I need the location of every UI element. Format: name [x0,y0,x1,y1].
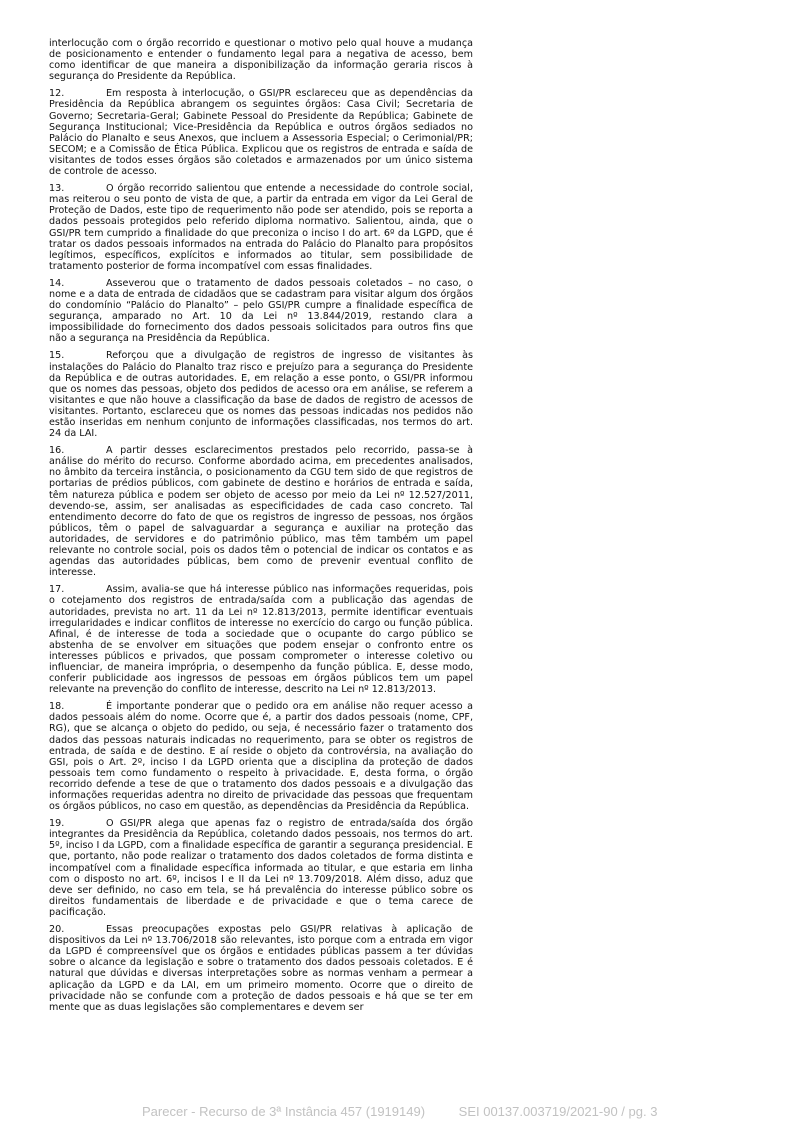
paragraph-number: 16. [49,445,65,457]
paragraph-13 [49,183,473,272]
paragraph-text: Reforçou que a divulgação de registros de ingresso de visitantes às instalações do Palácio do Planalto traz risco e prejuízo para a segurança do Presidente da República e de outras autoridades. E, em relação a esse ponto, o GSI/PR informou que os nomes das pessoas, objeto dos pedidos de acesso ora em análise, se referem a visitantes e que não houve a classificação da base de dados de registro de acessos de visitantes. Portanto, esclareceu que os nomes das pessoas indicadas nos pedidos não estão inseridas em nenhum conjunto de informações classificadas, nos termos do art. 24 da LAI. [49,350,473,440]
paragraph-number: 12. [49,88,65,100]
paragraph-text: A partir desses esclarecimentos prestados pelo recorrido, passa-se à análise do mérito do recurso. Conforme abordado acima, em precedentes analisados, no âmbito da terceira instância, o posicionamento da CGU tem sido de que registros de portarias de prédios públicos, com gabinete de destino e horários de entrada e saída, têm natureza pública e podem ser objeto de acesso por meio da Lei nº 12.527/2011, devendo-se, assim, ser analisadas as especificidades de cada caso concreto. Tal entendimento decorre do fato de que os registros de ingresso de pessoas, nos órgãos públicos, têm o papel de salvaguardar a segurança e auxiliar na proteção das autoridades, de servidores e do patrimônio público, mas têm também um papel relevante no controle social, pois os dados têm o potencial de indicar os contatos e as agendas das autoridades públicas, bem como de prevenir eventual conflito de interesse. [49,445,473,579]
paragraph-text: Em resposta à interlocução, o GSI/PR esclareceu que as dependências da Presidência da República abrangem os seguintes órgãos: Casa Civil; Secretaria de Governo; Secretaria-Geral; Gabinete Pessoal do Presidente da República; Gabinete de Segurança Institucional; Vice-Presidência da República e outros órgãos sediados no Palácio do Planalto e seus Anexos, que incluem a Assessoria Especial; o Cerimonial/PR; SECOM; e a Comissão de Ética Pública. Explicou que os registros de entrada e saída de visitantes de todos esses órgãos são coletados e armazenados por um único sistema de controle de acesso. [49,88,473,178]
paragraph-text: É importante ponderar que o pedido ora em análise não requer acesso a dados pessoais além do nome. Ocorre que é, a partir dos dados pessoais (nome, CPF, RG), que se alcança o objeto do pedido, ou seja, é necessário fazer o tratamento dos dados das pessoas naturais indicadas no requerimento, para se obter os registros de entrada, de saída e de destino. E aí reside o objeto da controvérsia, na avaliação do GSI, pois o Art. 2º, inciso I da LGPD orienta que a disciplina da proteção de dados pessoais tem como fundamento o respeito à privacidade. E, desta forma, o órgão recorrido defende a tese de que o tratamento dos dados pessoais e a divulgação das informações requeridas adentra no direito de privacidade das pessoas que frequentam os órgãos públicos, no caso em questão, as dependências da Presidência da República. [49,701,473,813]
paragraph-number: 17. [49,584,65,596]
paragraph-16 [49,445,473,578]
paragraph-number: 19. [49,818,65,830]
paragraph-17 [49,584,473,695]
paragraph-number: 14. [49,277,65,289]
paragraph-number: 15. [49,350,65,362]
paragraph-18 [49,701,473,812]
paragraph-15 [49,350,473,439]
paragraph-text: interlocução com o órgão recorrido e questionar o motivo pelo qual houve a mudança de posicionamento e entender o fundamento legal para a negativa de acesso, bem como identificar de que maneira a disponibilização da informação geraria riscos à segurança do Presidente da República. [49,38,473,83]
paragraph-19 [49,818,473,918]
paragraph-text: O GSI/PR alega que apenas faz o registro de entrada/saída dos órgão integrantes da Presidência da República, coletando dados pessoais, nos termos do art. 5º, inciso I da LGPD, com a finalidade específica de garantir a segurança presidencial. E que, portanto, não pode realizar o tratamento dos dados coletados de forma distinta e incompatível com a finalidade específica informada ao titular, e que estaria em linha com o disposto no art. 6º, incisos I e II da Lei nº 13.709/2018. Além disso, aduz que deve ser definido, no caso em tela, se há prevalência do interesse público sobre os direitos fundamentais de liberdade e de privacidade e que o tema carece de pacificação. [49,818,473,918]
paragraph-12 [49,88,473,177]
paragraph-20 [49,924,473,1013]
paragraph-number: 20. [49,924,65,936]
paragraph-continuation [49,38,473,82]
paragraph-text: Assim, avalia-se que há interesse público nas informações requeridas, pois o cotejamento dos registros de entrada/saída com a publicação das agendas de autoridades, prevista no art. 11 da Lei nº 12.813/2013, permite identificar eventuais irregularidades e indicar conflitos de interesse no exercício do cargo ou função pública. Afinal, é de interesse de toda a sociedade que o ocupante do cargo público se abstenha de se envolver em situações que podem ensejar o confronto entre os interesses públicos e privados, que possam comprometer o interesse coletivo ou influenciar, de maneira imprópria, o desempenho da função pública. E, desse modo, conferir publicidade aos ingressos de pessoas em órgãos públicos tem um papel relevante na prevenção do conflito de interesse, descrito na Lei nº 12.813/2013. [49,584,473,696]
paragraph-14 [49,278,473,345]
page-footer [142,1104,657,1119]
paragraph-text: O órgão recorrido salientou que entende a necessidade do controle social, mas reiterou o seu ponto de vista de que, a partir da entrada em vigor da Lei Geral de Proteção de Dados, este tipo de requerimento não pode ser atendido, pois se reporta a dados pessoais protegidos pelo referido diploma normativo. Salientou, ainda, que o GSI/PR tem cumprido a finalidade do que preconiza o inciso I do art. 6º da LGPD, que é tratar os dados pessoais informados na entrada do Palácio do Planalto para propósitos legítimos, específicos, explícitos e informados ao titular, sem possibilidade de tratamento posterior de forma incompatível com essas finalidades. [49,183,473,272]
paragraph-number: 18. [49,701,65,713]
paragraph-text: Essas preocupações expostas pelo GSI/PR relativas à aplicação de dispositivos da Lei nº 13.706/2018 são relevantes, isto porque com a entrada em vigor da LGPD é compreensível que os órgãos e entidades públicas passem a ter dúvidas sobre o alcance da legislação e sobre o tratamento dos dados pessoais coletados. E é natural que dúvidas e diversas interpretações sobre as normas venham a permear a aplicação da LGPD e da LAI, em um primeiro momento. Ocorre que o direito de privacidade não se confunde com a proteção de dados pessoais e há que se ter em mente que as duas legislações são complementares e devem ser [49,924,473,1013]
paragraph-text: Asseverou que o tratamento de dados pessoais coletados – no caso, o nome e a data de entrada de cidadãos que se cadastram para visitar algum dos órgãos do condomínio “Palácio do Planalto” – pelo GSI/PR cumpre a finalidade específica de segurança, amparado no Art. 10 da Lei nº 13.844/2019, restando clara a impossibilidade do fornecimento dos dados pessoais solicitados para outros fins que não a segurança na Presidência da República. [49,277,473,345]
footer-document-title: Parecer - Recurso de 3ª Instância 457 (1919149) [142,1104,426,1119]
document-body [49,38,473,1019]
footer-sei-reference: SEI 00137.003719/2021-90 / pg. 3 [458,1104,658,1119]
paragraph-number: 13. [49,183,65,195]
